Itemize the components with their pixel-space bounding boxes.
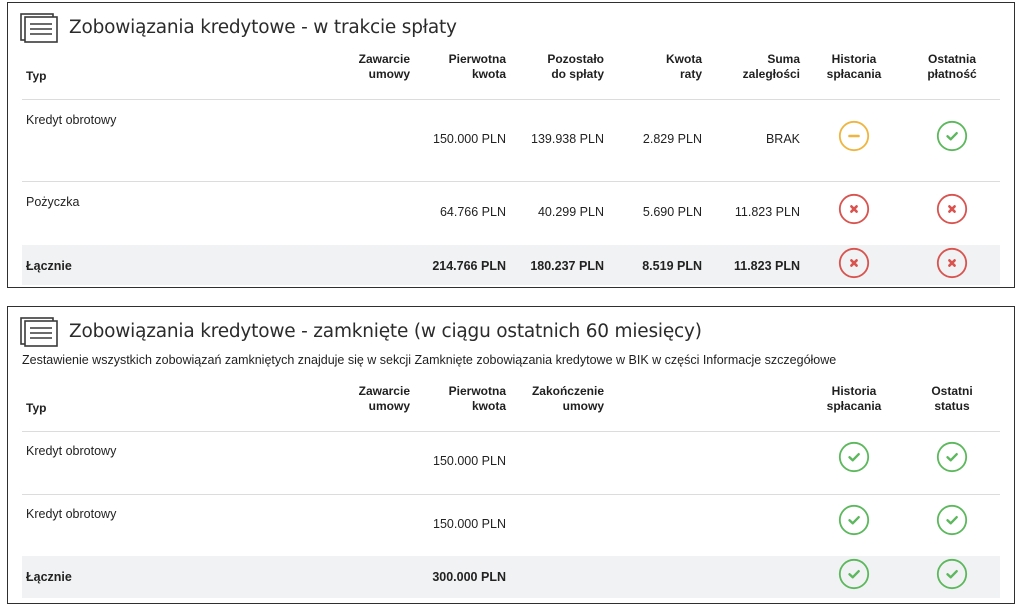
row-arrears: BRAK [765, 132, 800, 146]
check-circle-icon[interactable] [936, 120, 968, 152]
total-label: Łącznie [26, 259, 72, 273]
total-original-amount: 300.000 PLN [432, 570, 506, 584]
header-contract: Zawarcie umowy [358, 52, 410, 81]
document-list-icon [20, 317, 58, 347]
header-last-payment: Ostatnia płatność [927, 52, 977, 81]
total-arrears: 11.823 PLN [733, 259, 800, 273]
header-original-amount: Pierwotna kwota [448, 52, 506, 81]
minus-circle-icon[interactable] [838, 120, 870, 152]
row-arrears: 11.823 PLN [734, 205, 800, 219]
header-type: Typ [26, 401, 47, 415]
header-installment: Kwota raty [666, 52, 702, 81]
row-remaining: 40.299 PLN [537, 205, 604, 219]
header-contract-end: Zakończenie umowy [531, 384, 604, 413]
row-original-amount: 150.000 PLN [433, 454, 506, 468]
row-divider [22, 494, 1000, 495]
row-original-amount: 64.766 PLN [439, 205, 506, 219]
header-last-status: Ostatni status [931, 384, 973, 413]
check-circle-icon[interactable] [838, 504, 870, 536]
x-circle-icon[interactable] [936, 193, 968, 225]
total-installment: 8.519 PLN [642, 259, 702, 273]
header-remaining: Pozostało do spłaty [547, 52, 604, 81]
panel-note: Zestawienie wszystkich zobowiązań zamkniętych znajduje się w sekcji Zamknięte zobowiązania kredytowe w BIK w części Informacje szczegółowe [22, 353, 837, 367]
row-remaining: 139.938 PLN [531, 132, 604, 146]
row-type: Kredyt obrotowy [26, 444, 117, 458]
row-divider [22, 181, 1000, 182]
check-circle-icon[interactable] [838, 558, 870, 590]
check-circle-icon[interactable] [936, 441, 968, 473]
total-remaining: 180.237 PLN [530, 259, 604, 273]
row-type: Kredyt obrotowy [26, 507, 117, 521]
closed-liabilities-panel [7, 306, 1015, 604]
row-type: Kredyt obrotowy [26, 113, 117, 127]
x-circle-icon[interactable] [838, 193, 870, 225]
row-installment: 5.690 PLN [642, 205, 702, 219]
panel-title: Zobowiązania kredytowe - w trakcie spłaty [69, 17, 457, 38]
header-divider [22, 99, 1000, 100]
header-original-amount: Pierwotna kwota [448, 384, 506, 413]
header-history: Historia spłacania [826, 384, 882, 413]
header-history: Historia spłacania [826, 52, 882, 81]
row-installment: 2.829 PLN [642, 132, 702, 146]
header-type: Typ [26, 69, 47, 83]
header-contract: Zawarcie umowy [358, 384, 410, 413]
header-divider [22, 431, 1000, 432]
active-liabilities-panel [7, 2, 1015, 288]
check-circle-icon[interactable] [936, 558, 968, 590]
x-circle-icon[interactable] [838, 247, 870, 279]
document-list-icon [20, 13, 58, 43]
check-circle-icon[interactable] [936, 504, 968, 536]
total-original-amount: 214.766 PLN [432, 259, 506, 273]
row-original-amount: 150.000 PLN [433, 132, 506, 146]
total-label: Łącznie [26, 570, 72, 584]
check-circle-icon[interactable] [838, 441, 870, 473]
row-type: Pożyczka [26, 195, 80, 209]
panel-title: Zobowiązania kredytowe - zamknięte (w ciągu ostatnich 60 miesięcy) [69, 321, 702, 342]
x-circle-icon[interactable] [936, 247, 968, 279]
row-original-amount: 150.000 PLN [433, 517, 506, 531]
header-arrears: Suma zaległości [742, 52, 800, 81]
